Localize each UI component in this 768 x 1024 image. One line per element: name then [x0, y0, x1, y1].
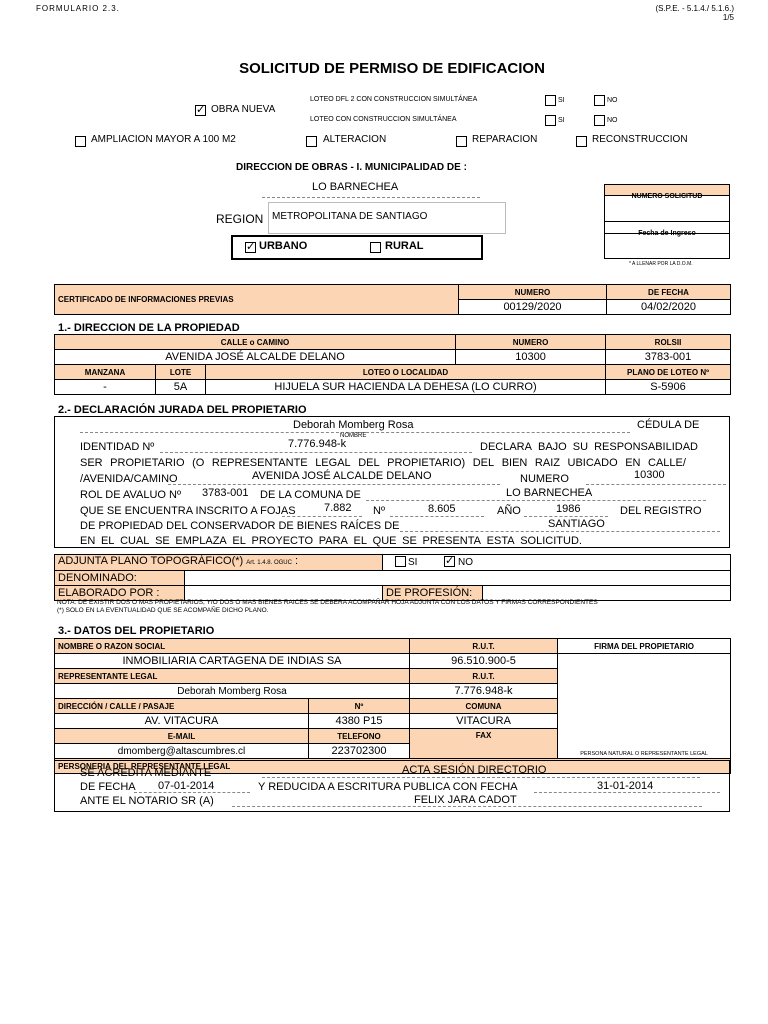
final-word: PARA [318, 535, 348, 547]
ser-word: EN [625, 457, 641, 469]
comuna-underline [366, 500, 706, 501]
firma-note: PERSONA NATURAL O REPRESENTANTE LEGAL [580, 751, 708, 757]
fojas-underline [282, 516, 362, 517]
nro-value: 8.605 [428, 503, 456, 515]
comuna-header: COMUNA [410, 699, 558, 714]
nro-label: Nº [373, 505, 385, 517]
loteo-dfl2-si-label: SI [558, 97, 565, 104]
numero-label: NUMERO [520, 473, 569, 485]
manzana-value[interactable]: - [55, 380, 156, 395]
dom-note: * A LLENAR POR LA D.O.M. [629, 261, 693, 267]
denominado-label: DENOMINADO: [55, 571, 185, 586]
final-word: EMPLAZA [175, 535, 227, 547]
cip-fecha-value[interactable]: 04/02/2020 [607, 300, 731, 315]
municipality-underline [262, 197, 480, 198]
final-word: SE [402, 535, 417, 547]
ser-word: REPRESENTANTE [211, 457, 308, 469]
razon-value[interactable]: INMOBILIARIA CARTAGENA DE INDIAS SA [55, 654, 410, 669]
calle-value[interactable]: AVENIDA JOSÉ ALCALDE DELANO [55, 350, 456, 365]
final-word: PROYECTO [251, 535, 314, 547]
final-word: EN [80, 535, 96, 547]
conservador-value: SANTIAGO [548, 518, 605, 530]
profesion-label: DE PROFESIÓN: [383, 586, 483, 601]
razon-header: NOMBRE O RAZON SOCIAL [55, 639, 410, 654]
nota-asterisk: (*) SOLO EN LA EVENTUALIDAD QUE SE ACOMPAÑE DICHO PLANO. [57, 607, 269, 614]
anio-underline [524, 516, 608, 517]
final-word: SOLICITUD. [520, 535, 582, 547]
loteo-con-no-checkbox[interactable] [594, 115, 605, 126]
fecha-ingreso-field[interactable] [604, 234, 730, 259]
final-word: SE [155, 535, 170, 547]
numero-value-decl: 10300 [634, 469, 665, 481]
loteo-dfl2-no-label: NO [607, 97, 618, 104]
fojas-label: QUE SE ENCUENTRA INSCRITO A FOJAS [80, 505, 296, 517]
denominado-field[interactable] [185, 571, 731, 586]
rural-label: RURAL [385, 240, 424, 252]
final-word: QUE [372, 535, 397, 547]
adjunta-plano-label: ADJUNTA PLANO TOPOGRÁFICO(*) Art. 1.4.8. OGUC : [55, 555, 383, 571]
fecha2-underline [534, 792, 720, 793]
cip-fecha-header: DE FECHA [607, 285, 731, 300]
tel-header: TELEFONO [309, 729, 410, 744]
rol-header: ROLSII [606, 335, 731, 350]
loteo-con-no-label: NO [607, 117, 618, 124]
declara-word: DECLARA [480, 441, 532, 453]
rural-checkbox[interactable] [370, 242, 381, 253]
owner-data-table [54, 638, 731, 774]
plano-si-checkbox[interactable] [395, 556, 406, 567]
lote-header: LOTE [156, 365, 206, 380]
nombre-caption: NOMBRE [340, 433, 367, 439]
final-word: EL [353, 535, 367, 547]
conservador-underline [400, 531, 720, 532]
plano-header: PLANO DE LOTEO Nº [606, 365, 731, 380]
final-word: PRESENTA [422, 535, 481, 547]
final-statement-line [80, 535, 582, 547]
region-field[interactable] [268, 202, 506, 234]
lote-value[interactable]: 5A [156, 380, 206, 395]
final-word: EL [100, 535, 115, 547]
numero-solicitud-field[interactable] [604, 196, 730, 222]
reparacion-checkbox[interactable] [456, 136, 467, 147]
ser-word: DEL [358, 457, 380, 469]
form-id: FORMULARIO 2.3. [36, 4, 120, 13]
urbano-label: URBANO [259, 240, 308, 252]
fecha-ingreso-header: Fecha de Ingreso [604, 222, 730, 234]
region-value: METROPOLITANA DE SANTIAGO [272, 211, 428, 222]
comuna-label: DE LA COMUNA DE [260, 489, 361, 501]
rol-value-decl: 3783-001 [202, 487, 249, 499]
fecha2-value: 31-01-2014 [597, 780, 654, 792]
direccion-obras-label: DIRECCION DE OBRAS - I. MUNICIPALIDAD DE : [236, 162, 467, 173]
ser-word: LEGAL [315, 457, 351, 469]
ser-word: UBICADO [567, 457, 618, 469]
loteo-dfl2-label: LOTEO DFL 2 CON CONSTRUCCION SIMULTÁNEA [310, 96, 478, 103]
reducida-label: Y REDUCIDA A ESCRITURA PUBLICA CON FECHA [258, 781, 518, 793]
identidad-value: 7.776.948-k [288, 438, 347, 450]
cip-numero-header: NUMERO [459, 285, 607, 300]
dir-value[interactable]: AV. VITACURA [55, 714, 309, 729]
fecha-underline [134, 792, 250, 793]
conservador-label: DE PROPIEDAD DEL CONSERVADOR DE BIENES RAÍCES DE [80, 520, 400, 532]
avenida-label: /AVENIDA/CAMINO [80, 473, 178, 485]
region-label: REGION [216, 212, 264, 226]
section-3-title: 3.- DATOS DEL PROPIETARIO [58, 625, 215, 637]
final-word: CUAL [120, 535, 150, 547]
notario-value: FELIX JARA CADOT [414, 794, 517, 806]
numero-solicitud-header: NUMERO SOLICITUD [604, 184, 730, 196]
numero-header: NUMERO [456, 335, 606, 350]
street-value: AVENIDA JOSÉ ALCALDE DELANO [252, 470, 432, 482]
ser-word: RAIZ [534, 457, 560, 469]
obra-nueva-checkbox[interactable]: ✓ [196, 104, 206, 116]
ser-word: SER [80, 457, 103, 469]
numero-value[interactable]: 10300 [456, 350, 606, 365]
final-word: EL [232, 535, 246, 547]
municipality-name: LO BARNECHEA [312, 181, 399, 193]
registro-label: DEL REGISTRO [620, 505, 702, 517]
fojas-value: 7.882 [324, 502, 352, 514]
comuna-value-owner[interactable]: VITACURA [410, 714, 558, 729]
nota-text: NOTA: DE EXISTIR DOS O MAS PROPIETARIOS, Y/O DOS O MAS BIENES RAICES SE DEBERA ACOMPAÑAR HOJA ADJUNTA CON LOS DATOS Y FIRMAS CORRESPONDIENTES [57, 599, 598, 606]
loteo-con-si-checkbox[interactable] [545, 115, 556, 126]
plano-no-checkbox[interactable]: ✓ [445, 555, 455, 567]
rep-rut-value[interactable]: 7.776.948-k [410, 684, 558, 699]
urbano-checkbox[interactable]: ✓ [246, 241, 256, 253]
email-value[interactable]: dmomberg@altascumbres.cl [55, 744, 309, 759]
rep-header: REPRESENTANTE LEGAL [55, 669, 410, 684]
rep-value[interactable]: Deborah Momberg Rosa [55, 684, 410, 699]
alteracion-checkbox[interactable] [306, 136, 317, 147]
loteo-con-si-label: SI [558, 117, 565, 124]
declara-word: BAJO [538, 441, 567, 453]
dir-header: DIRECCIÓN / CALLE / PASAJE [55, 699, 309, 714]
page-number: 1/5 [722, 13, 734, 22]
reconstruccion-checkbox[interactable] [576, 136, 587, 147]
loteo-header: LOTEO O LOCALIDAD [206, 365, 606, 380]
plano-no-label: NO [458, 557, 474, 568]
notario-label: ANTE EL NOTARIO SR (A) [80, 795, 214, 807]
ser-word: CALLE/ [648, 457, 686, 469]
owner-name: Deborah Momberg Rosa [293, 419, 414, 431]
ser-word: BIEN [501, 457, 528, 469]
reparacion-label: REPARACION [472, 134, 538, 145]
personeria-header: PERSONERIA DEL REPRESENTANTE LEGAL [55, 759, 731, 774]
loteo-value[interactable]: HIJUELA SUR HACIENDA LA DEHESA (LO CURRO) [206, 380, 606, 395]
obra-nueva-label: OBRA NUEVA [211, 104, 276, 115]
acredita-value: ACTA SESIÓN DIRECTORIO [402, 764, 547, 776]
section-2-title: 2.- DECLARACIÓN JURADA DEL PROPIETARIO [58, 404, 307, 416]
ser-word: PROPIETARIO [110, 457, 185, 469]
reconstruccion-label: RECONSTRUCCION [592, 134, 688, 145]
ser-word: (O [192, 457, 205, 469]
ampliacion-checkbox[interactable] [75, 136, 86, 147]
acredita-underline [262, 777, 700, 778]
tel-value[interactable]: 223702300 [309, 744, 410, 759]
calle-header: CALLE o CAMINO [55, 335, 456, 350]
notario-underline [232, 806, 702, 807]
anio-label: AÑO [497, 505, 521, 517]
numero-underline [586, 484, 726, 485]
fecha-label: DE FECHA [80, 781, 136, 793]
firma-header: FIRMA DEL PROPIETARIO [558, 639, 731, 654]
nro-value-owner[interactable]: 4380 P15 [309, 714, 410, 729]
identidad-label: IDENTIDAD Nº [80, 441, 155, 453]
elaborado-label: ELABORADO POR : [55, 586, 185, 601]
loteo-dfl2-si-checkbox[interactable] [545, 95, 556, 106]
ser-word: DEL [472, 457, 495, 469]
cip-numero-value[interactable]: 00129/2020 [459, 300, 607, 315]
plano-si-label: SI [408, 557, 418, 568]
declara-word: SU [572, 441, 589, 453]
plano-table [54, 554, 731, 601]
comuna-value-decl: LO BARNECHEA [506, 487, 593, 499]
cip-table [54, 284, 731, 315]
ampliacion-label: AMPLIACION MAYOR A 100 M2 [91, 134, 236, 145]
adjunta-plano-options [383, 555, 731, 571]
declara-line [480, 441, 698, 453]
identidad-underline [160, 452, 472, 453]
cedula-label: CÉDULA DE [637, 419, 700, 431]
loteo-dfl2-no-checkbox[interactable] [594, 95, 605, 106]
ser-word: PROPIETARIO) [387, 457, 466, 469]
nro-underline [390, 516, 484, 517]
anio-value: 1986 [556, 503, 581, 515]
acredita-label: SE ACREDITA MEDIANTE [80, 767, 212, 779]
street-underline [168, 484, 500, 485]
rut-value[interactable]: 96.510.900-5 [410, 654, 558, 669]
fax-header: FAX [410, 729, 558, 759]
section-1-title: 1.- DIRECCION DE LA PROPIEDAD [58, 322, 240, 334]
fecha-value: 07-01-2014 [158, 780, 215, 792]
email-header: E-MAIL [55, 729, 309, 744]
page-title: SOLICITUD DE PERMISO DE EDIFICACION [239, 60, 545, 77]
plano-value[interactable]: S-5906 [606, 380, 731, 395]
firma-field[interactable] [558, 654, 731, 759]
manzana-header: MANZANA [55, 365, 156, 380]
final-word: ESTA [486, 535, 515, 547]
cip-label: CERTIFICADO DE INFORMACIONES PREVIAS [55, 285, 459, 315]
declara-word: RESPONSABILIDAD [594, 441, 698, 453]
alteracion-label: ALTERACION [323, 134, 387, 145]
nro-header: Nº [309, 699, 410, 714]
rol-label: ROL DE AVALUO Nº [80, 489, 182, 501]
rep-rut-header: R.U.T. [410, 669, 558, 684]
property-address-table [54, 334, 731, 395]
rol-value[interactable]: 3783-001 [606, 350, 731, 365]
rut-header: R.U.T. [410, 639, 558, 654]
form-reference: (S.P.E. - 5.1.4./ 5.1.6.) [655, 4, 734, 13]
loteo-con-label: LOTEO CON CONSTRUCCION SIMULTÁNEA [310, 116, 457, 123]
ser-propietario-line [80, 457, 686, 469]
